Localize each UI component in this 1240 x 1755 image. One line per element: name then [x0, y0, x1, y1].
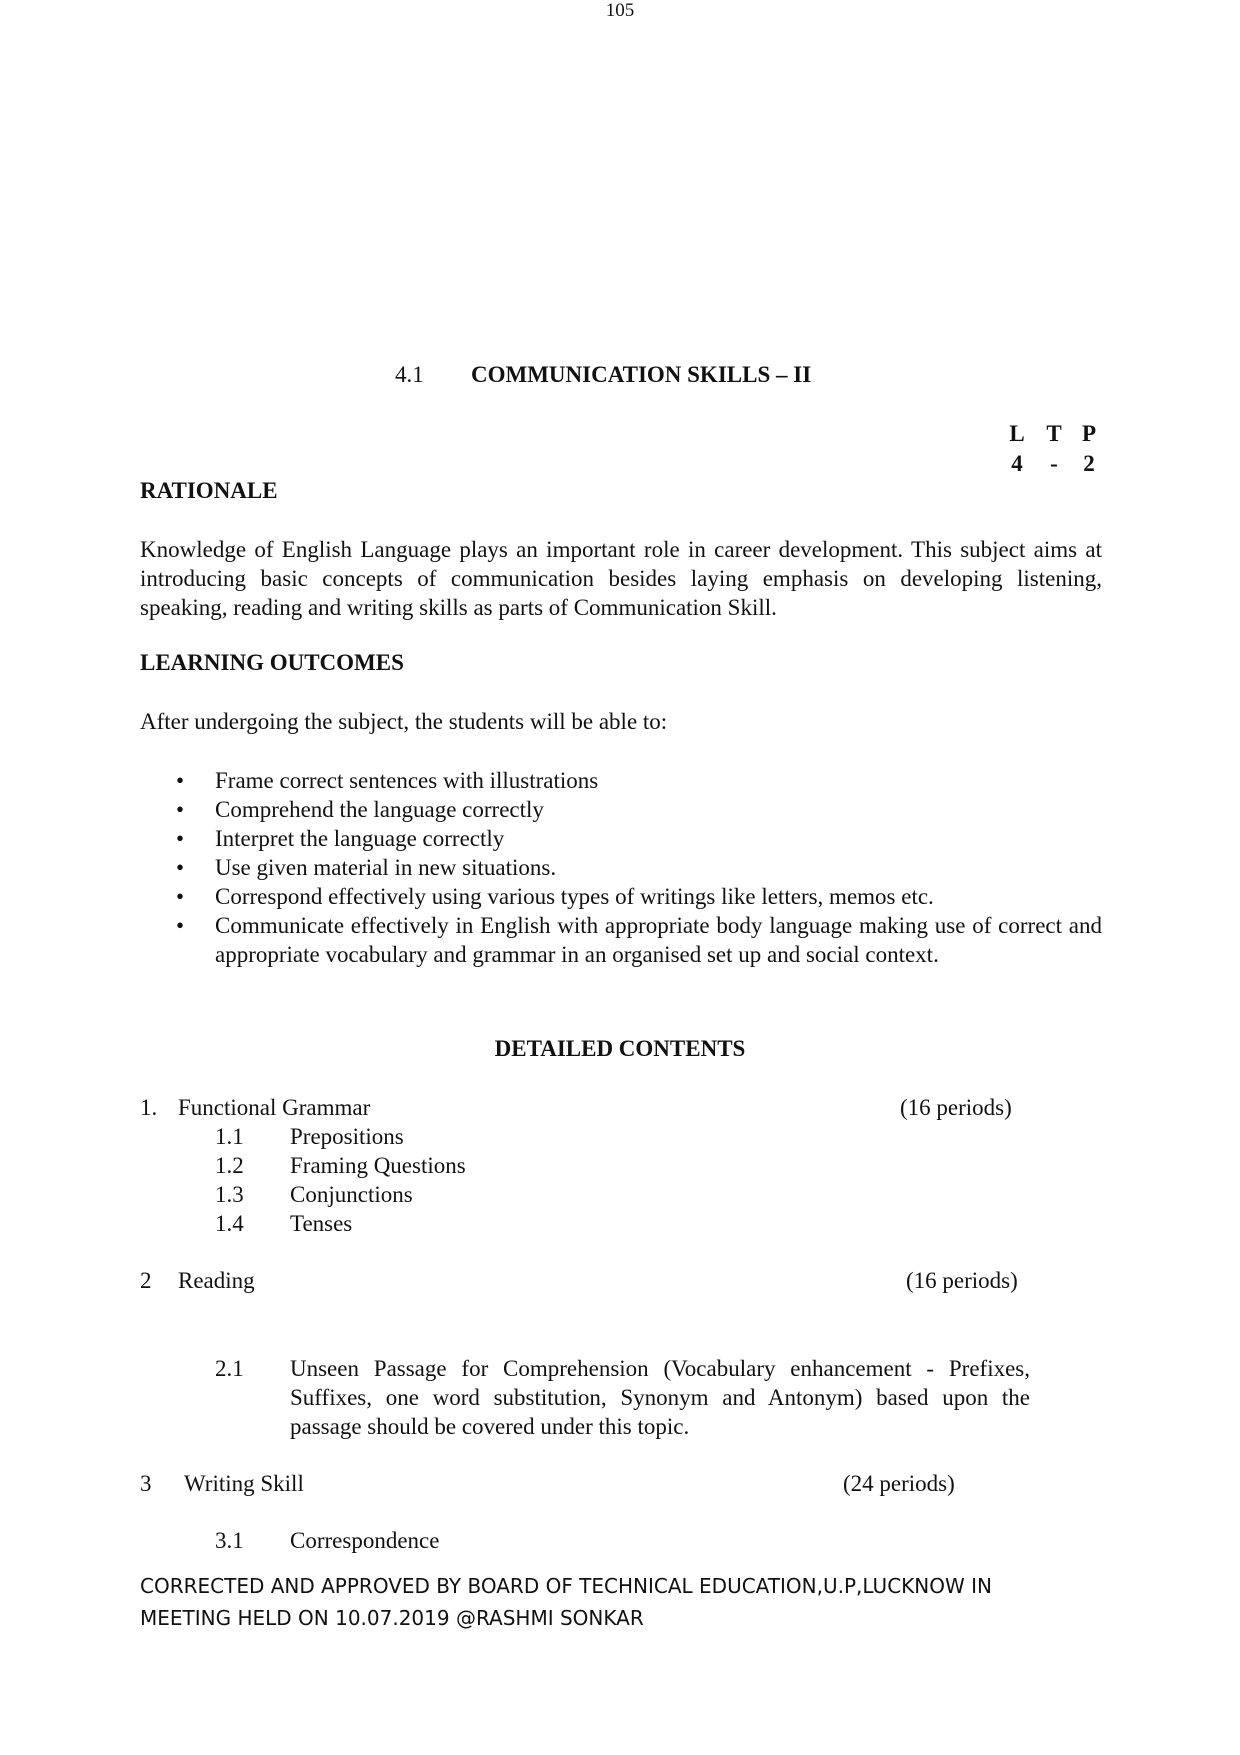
section-number: 3 — [140, 1471, 152, 1496]
list-item-text: Communicate effectively in English with appropriate body language making use of correct and appropriate vocabulary and grammar in an organised set up and social context. — [215, 913, 1102, 967]
ltp-header-p: P — [1081, 421, 1097, 446]
section-periods: (24 periods) — [843, 1471, 955, 1496]
subject-number: 4.1 — [395, 362, 424, 387]
section-periods: (16 periods) — [900, 1095, 1012, 1120]
subject-title: COMMUNICATION SKILLS – II — [471, 362, 812, 387]
section-number: 2 — [140, 1268, 152, 1293]
section-title: Functional Grammar — [178, 1095, 371, 1120]
section-title: Writing Skill — [184, 1471, 304, 1496]
list-item-text: Comprehend the language correctly — [215, 797, 544, 822]
list-item — [140, 766, 1102, 795]
learning-outcomes-heading: LEARNING OUTCOMES — [140, 650, 404, 675]
subsection-number: 1.2 — [215, 1153, 244, 1178]
ltp-value-t: - — [1050, 451, 1058, 476]
list-item — [140, 853, 1102, 882]
subsection-text: Framing Questions — [290, 1153, 466, 1178]
subsection-number: 3.1 — [215, 1528, 244, 1553]
list-item-text: Use given material in new situations. — [215, 855, 557, 880]
list-item — [140, 911, 1102, 969]
bullet-icon: • — [176, 768, 185, 793]
subsection-text: Unseen Passage for Comprehension (Vocabulary enhancement - Prefixes, Suffixes, one word substitution, Synonym and Antonym) based upon the passage should be covered under this topic. — [290, 1356, 1030, 1439]
page-number: 105 — [605, 0, 635, 21]
subsection-number: 2.1 — [215, 1356, 244, 1381]
list-item-text: Frame correct sentences with illustrations — [215, 768, 599, 793]
subsection-text: Conjunctions — [290, 1182, 413, 1207]
list-item — [140, 882, 1102, 911]
list-item — [140, 795, 1102, 824]
ltp-value-p: 2 — [1083, 451, 1095, 476]
list-item-text: Interpret the language correctly — [215, 826, 505, 851]
bullet-icon: • — [176, 826, 185, 851]
rationale-heading: RATIONALE — [140, 478, 278, 503]
ltp-table — [1000, 419, 1104, 479]
bullet-icon: • — [176, 797, 185, 822]
subsection-number: 1.1 — [215, 1124, 244, 1149]
ltp-header-l: L — [1009, 421, 1025, 446]
learning-outcomes-list — [140, 766, 1102, 969]
footer-line-2: MEETING HELD ON 10.07.2019 @RASHMI SONKAR — [140, 1606, 644, 1630]
section-periods: (16 periods) — [906, 1268, 1018, 1293]
list-item-text: Correspond effectively using various types of writings like letters, memos etc. — [215, 884, 934, 909]
subsection-text: Tenses — [290, 1211, 353, 1236]
subsection-number: 1.3 — [215, 1182, 244, 1207]
section-number: 1. — [140, 1095, 158, 1120]
subsection-text: Correspondence — [290, 1528, 440, 1553]
learning-outcomes-intro: After undergoing the subject, the students will be able to: — [140, 709, 668, 734]
section-title: Reading — [178, 1268, 255, 1293]
bullet-icon: • — [176, 913, 185, 938]
subsection-number: 1.4 — [215, 1211, 244, 1236]
rationale-text: Knowledge of English Language plays an important role in career development. This subject aims at introducing basic concepts of communication besides laying emphasis on developing listening, speaking, reading and writing skills as parts of Communication Skill. — [140, 537, 1102, 620]
ltp-value-l: 4 — [1011, 451, 1023, 476]
bullet-icon: • — [176, 884, 185, 909]
detailed-contents-heading: DETAILED CONTENTS — [494, 1036, 746, 1061]
ltp-header-t: T — [1046, 421, 1062, 446]
footer-line-1: CORRECTED AND APPROVED BY BOARD OF TECHNICAL EDUCATION,U.P,LUCKNOW IN — [140, 1574, 992, 1598]
subsection-text: Prepositions — [290, 1124, 404, 1149]
bullet-icon: • — [176, 855, 185, 880]
list-item — [140, 824, 1102, 853]
